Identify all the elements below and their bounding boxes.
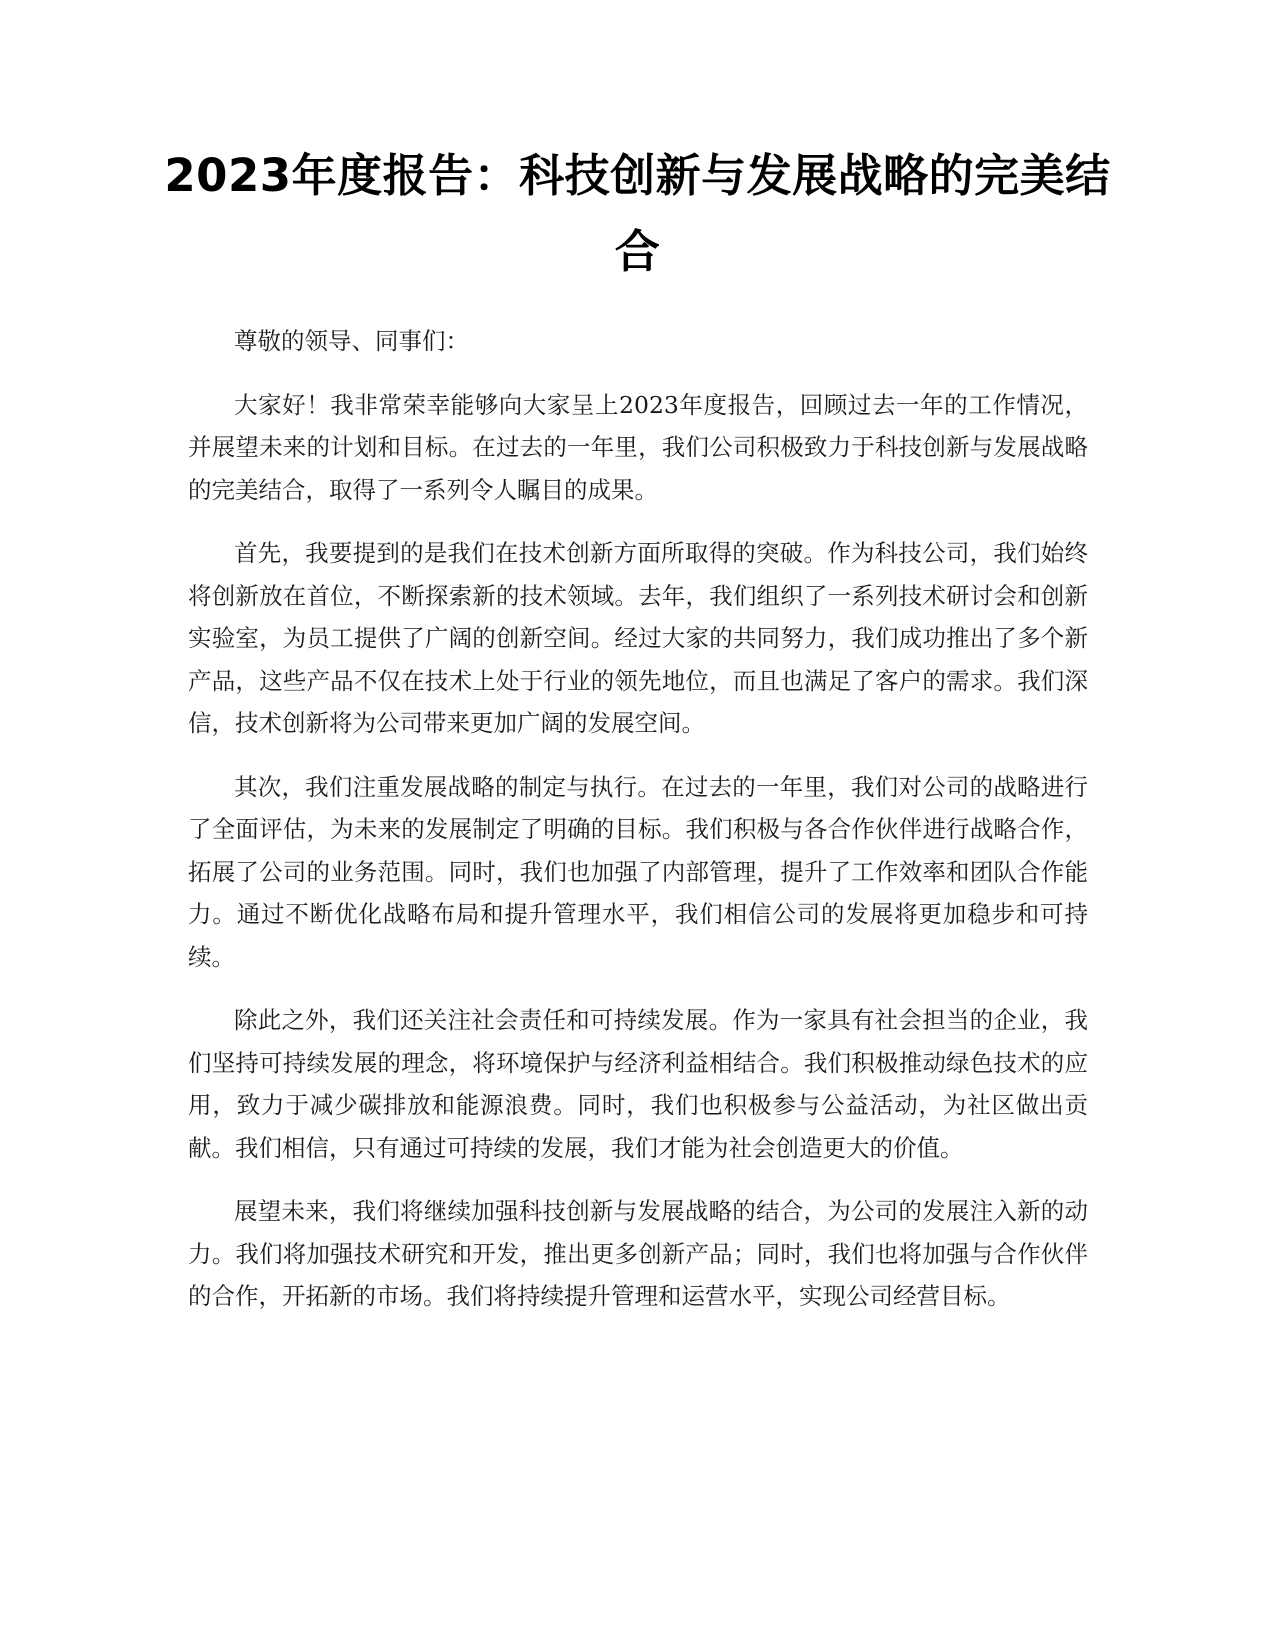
- salutation: 尊敬的领导、同事们：: [234, 327, 469, 355]
- paragraph-outlook: 展望未来，我们将继续加强科技创新与发展战略的结合，为公司的发展注入新的动力。我们将加强技术研究和开发，推出更多创新产品；同时，我们也将加强与合作伙伴的合作，开拓新的市场。我们将持续提升管理和运营水平，实现公司经营目标。: [188, 1197, 1088, 1310]
- document-title: 2023年度报告：科技创新与发展战略的完美结合: [164, 149, 1111, 278]
- paragraph-social-responsibility: 除此之外，我们还关注社会责任和可持续发展。作为一家具有社会担当的企业，我们坚持可持续发展的理念，将环境保护与经济利益相结合。我们积极推动绿色技术的应用，致力于减少碳排放和能源浪费。同时，我们也积极参与公益活动，为社区做出贡献。我们相信，只有通过可持续的发展，我们才能为社会创造更大的价值。: [188, 1006, 1088, 1162]
- paragraph-intro: 大家好！我非常荣幸能够向大家呈上2023年度报告，回顾过去一年的工作情况，并展望未来的计划和目标。在过去的一年里，我们公司积极致力于科技创新与发展战略的完美结合，取得了一系列令人瞩目的成果。: [188, 390, 1088, 504]
- paragraph-strategy: 其次，我们注重发展战略的制定与执行。在过去的一年里，我们对公司的战略进行了全面评估，为未来的发展制定了明确的目标。我们积极与各合作伙伴进行战略合作，拓展了公司的业务范围。同时，我们也加强了内部管理，提升了工作效率和团队合作能力。通过不断优化战略布局和提升管理水平，我们相信公司的发展将更加稳步和可持续。: [188, 772, 1088, 971]
- paragraph-tech-innovation: 首先，我要提到的是我们在技术创新方面所取得的突破。作为科技公司，我们始终将创新放在首位，不断探索新的技术领域。去年，我们组织了一系列技术研讨会和创新实验室，为员工提供了广阔的创新空间。经过大家的共同努力，我们成功推出了多个新产品，这些产品不仅在技术上处于行业的领先地位，而且也满足了客户的需求。我们深信，技术创新将为公司带来更加广阔的发展空间。: [188, 539, 1088, 737]
- document-body: [188, 320, 1088, 1339]
